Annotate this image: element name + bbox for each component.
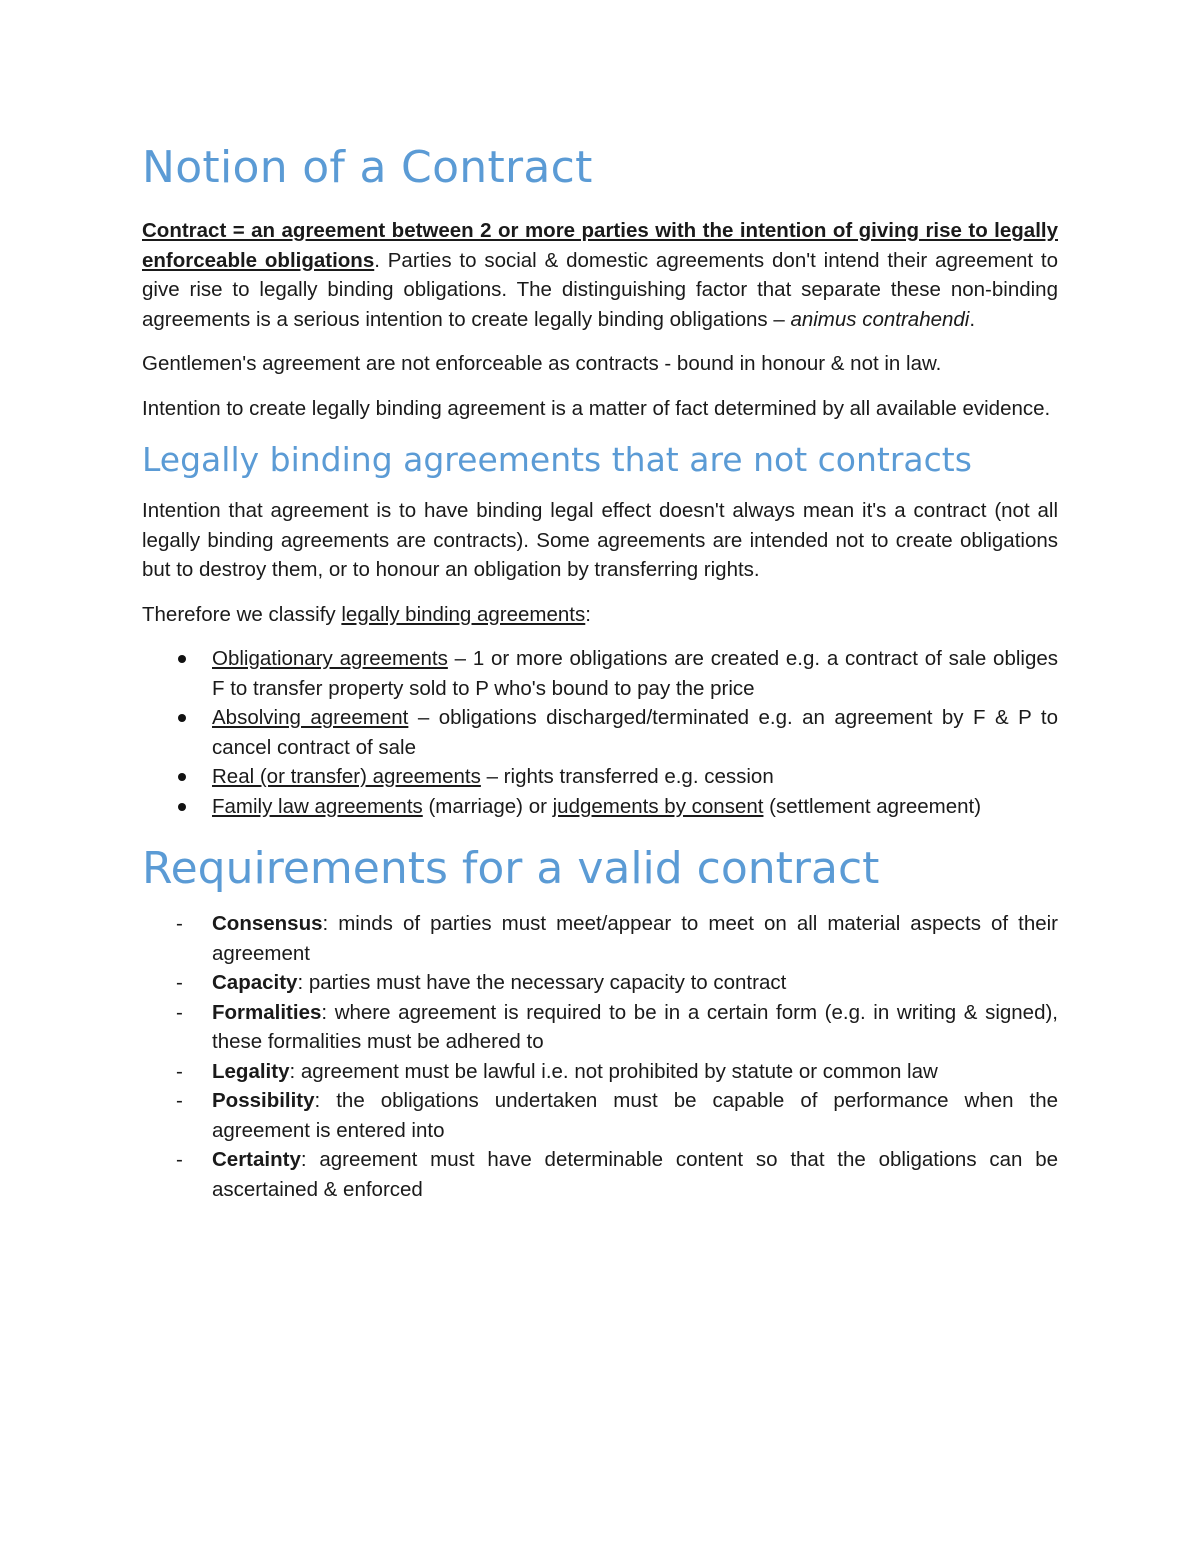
- intention-paragraph: Intention to create legally binding agreement is a matter of fact determined by all available evidence.: [142, 396, 1051, 420]
- list-item: [142, 792, 1058, 822]
- requirement-text: : minds of parties must meet/appear to meet on all material aspects of their agreement: [212, 912, 1058, 965]
- definition-end: .: [969, 307, 976, 331]
- heading-legally-binding-agreements: Legally binding agreements that are not contracts: [142, 440, 972, 479]
- list-item-text: – obligations discharged/terminated e.g. an agreement by F & P to cancel contract of sale: [212, 706, 1058, 759]
- requirement-term: Certainty: [212, 1148, 301, 1171]
- list-item-text: – rights transferred e.g. cession: [480, 765, 774, 788]
- heading-notion-of-contract: Notion of a Contract: [142, 142, 593, 193]
- requirement-term: Possibility: [212, 1089, 315, 1112]
- requirement-text: : the obligations undertaken must be capable of performance when the agreement is entered into: [212, 1089, 1058, 1142]
- list-item: [142, 1086, 1058, 1145]
- classify-paragraph: [142, 600, 1058, 630]
- heading-requirements-valid-contract: Requirements for a valid contract: [142, 843, 880, 894]
- classify-text: Therefore we classify: [142, 602, 342, 626]
- requirement-term: Legality: [212, 1059, 290, 1083]
- requirement-text: : where agreement is required to be in a certain form (e.g. in writing & signed), these formalities must be adhered to: [212, 1000, 1058, 1053]
- list-item-text: (settlement agreement): [763, 794, 982, 818]
- requirement-text: : parties must have the necessary capacity to contract: [297, 971, 787, 994]
- list-item-text: (marriage) or: [422, 794, 553, 818]
- requirement-term: Consensus: [212, 912, 323, 935]
- gentlemens-agreement-paragraph: Gentlemen's agreement are not enforceable as contracts - bound in honour & not in law.: [142, 352, 942, 375]
- list-item-text: – 1 or more obligations are created e.g. a contract of sale obliges F to transfer property sold to P who's bound to pay the price: [212, 647, 1059, 700]
- requirement-term: Capacity: [212, 971, 298, 994]
- legally-binding-agreements-term: legally binding agreements: [341, 602, 586, 626]
- list-item-term: Absolving agreement: [212, 706, 409, 729]
- document-content: [142, 140, 1058, 1204]
- classify-colon: :: [585, 602, 591, 626]
- list-item: [142, 644, 1058, 703]
- definition-text: . Parties to social & domestic agreements don't intend their agreement to give rise to legally binding obligations. The distinguishing factor that separate these non-binding agreements is a serious intention to create legally binding obligations –: [142, 248, 1058, 331]
- list-item: [142, 762, 1058, 792]
- list-item: [142, 968, 1058, 998]
- list-item: [142, 1057, 1058, 1087]
- list-item: [142, 998, 1058, 1057]
- requirement-text: : agreement must be lawful i.e. not prohibited by statute or common law: [289, 1059, 938, 1083]
- requirement-term: Formalities: [212, 1000, 322, 1024]
- agreement-types-list: [142, 644, 1058, 821]
- requirements-list: [142, 909, 1058, 1204]
- latin-term: animus contrahendi: [790, 307, 970, 331]
- contract-definition-paragraph: [142, 216, 1058, 334]
- list-item: [142, 909, 1058, 968]
- list-item-term: Real (or transfer) agreements: [212, 765, 481, 788]
- list-item: [142, 1145, 1058, 1204]
- list-item: [142, 703, 1058, 762]
- list-item-term: Obligationary agreements: [212, 647, 448, 670]
- contract-definition: Contract = an agreement between 2 or more parties with the intention of giving rise to legally enforceable obligations: [142, 219, 1058, 272]
- list-item-term: judgements by consent: [552, 794, 764, 818]
- requirement-text: : agreement must have determinable content so that the obligations can be ascertained & enforced: [212, 1148, 1058, 1201]
- intention-binding-paragraph: Intention that agreement is to have binding legal effect doesn't always mean it's a contract (not all legally binding agreements are contracts). Some agreements are intended not to create obligations but to destroy them, or to honour an obligation by transferring rights.: [142, 499, 1058, 581]
- list-item-term: Family law agreements: [212, 794, 423, 818]
